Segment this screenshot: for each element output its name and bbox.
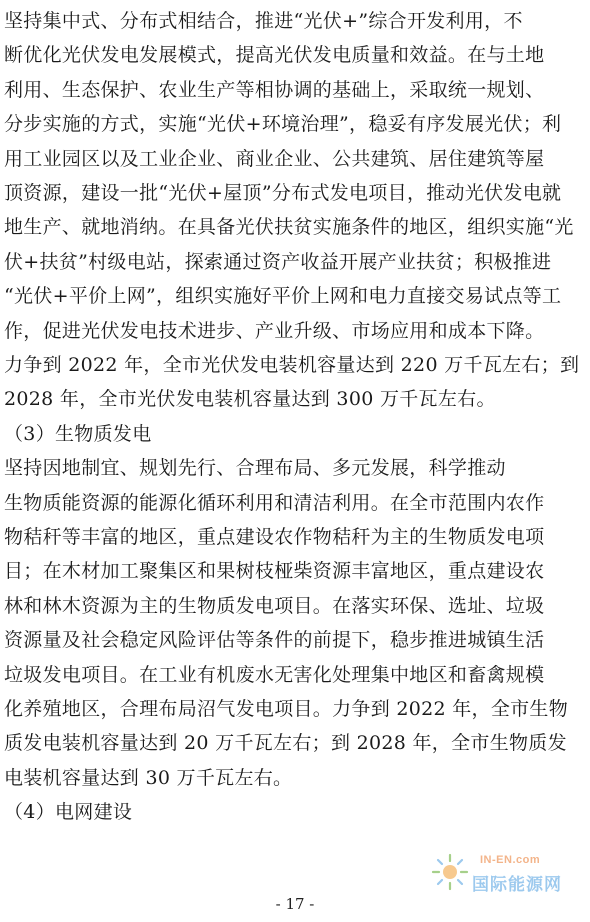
text-line: （3）生物质发电 [4, 422, 152, 445]
text-line: 用工业园区以及工业企业、商业企业、公共建筑、居住建筑等屋 [4, 147, 545, 170]
text-line: 坚持集中式、分布式相结合，推进“光伏+”综合开发利用，不 [4, 10, 523, 32]
text-line: 目；在木材加工聚集区和果树枝桠柴资源丰富地区，重点建设农 [4, 560, 545, 583]
text-line: 坚持因地制宜、规划先行、合理布局、多元发展，科学推动 [4, 457, 506, 480]
text-line: 林和林木资源为主的生物质发电项目。在落实环保、选址、垃圾 [4, 594, 545, 617]
text-line: 伏+扶贫”村级电站，探索通过资产收益开展产业扶贫；积极推进 [4, 250, 552, 273]
text-line: 利用、生态保护、农业生产等相协调的基础上，采取统一规划、 [4, 78, 545, 101]
text-line: 垃圾发电项目。在工业有机废水无害化处理集中地区和畜禽规模 [4, 663, 545, 686]
text-line: 地生产、就地消纳。在具备光伏扶贫实施条件的地区，组织实施“光 [4, 216, 574, 239]
watermark-name: 国际能源网 [472, 875, 562, 895]
text-line: 资源量及社会稳定风险评估等条件的前提下，稳步推进城镇生活 [4, 629, 545, 652]
text-line: （4）电网建设 [4, 801, 133, 824]
text-line: 力争到 2022 年，全市光伏发电装机容量达到 220 万千瓦左右；到 [4, 354, 580, 376]
text-line: 作，促进光伏发电技术进步、产业升级、市场应用和成本下降。 [4, 319, 545, 342]
text-line: 化养殖地区，合理布局沼气发电项目。力争到 2022 年，全市生物 [4, 698, 569, 720]
text-line: “光伏+平价上网”，组织实施好平价上网和电力直接交易试点等工 [4, 285, 562, 308]
text-line: 分步实施的方式，实施“光伏+环境治理”，稳妥有序发展光伏；利 [4, 113, 562, 136]
text-line: 顶资源，建设一批“光伏+屋顶”分布式发电项目，推动光伏发电就 [4, 182, 562, 204]
text-line: 生物质能资源的能源化循环利用和清洁利用。在全市范围内农作 [4, 491, 545, 514]
text-line: 物秸秆等丰富的地区，重点建设农作物秸秆为主的生物质发电项 [4, 526, 545, 548]
text-line: 断优化光伏发电发展模式，提高光伏发电质量和效益。在与土地 [4, 44, 545, 67]
text-line: 质发电装机容量达到 20 万千瓦左右；到 2028 年，全市生物质发 [4, 732, 567, 755]
text-line: 电装机容量达到 30 万千瓦左右。 [4, 766, 293, 789]
text-line: 2028 年，全市光伏发电装机容量达到 300 万千瓦左右。 [4, 388, 496, 411]
watermark-domain: IN-EN.com [480, 854, 541, 866]
sun-logo-icon [430, 852, 470, 892]
page-number: - 17 - [275, 895, 315, 913]
